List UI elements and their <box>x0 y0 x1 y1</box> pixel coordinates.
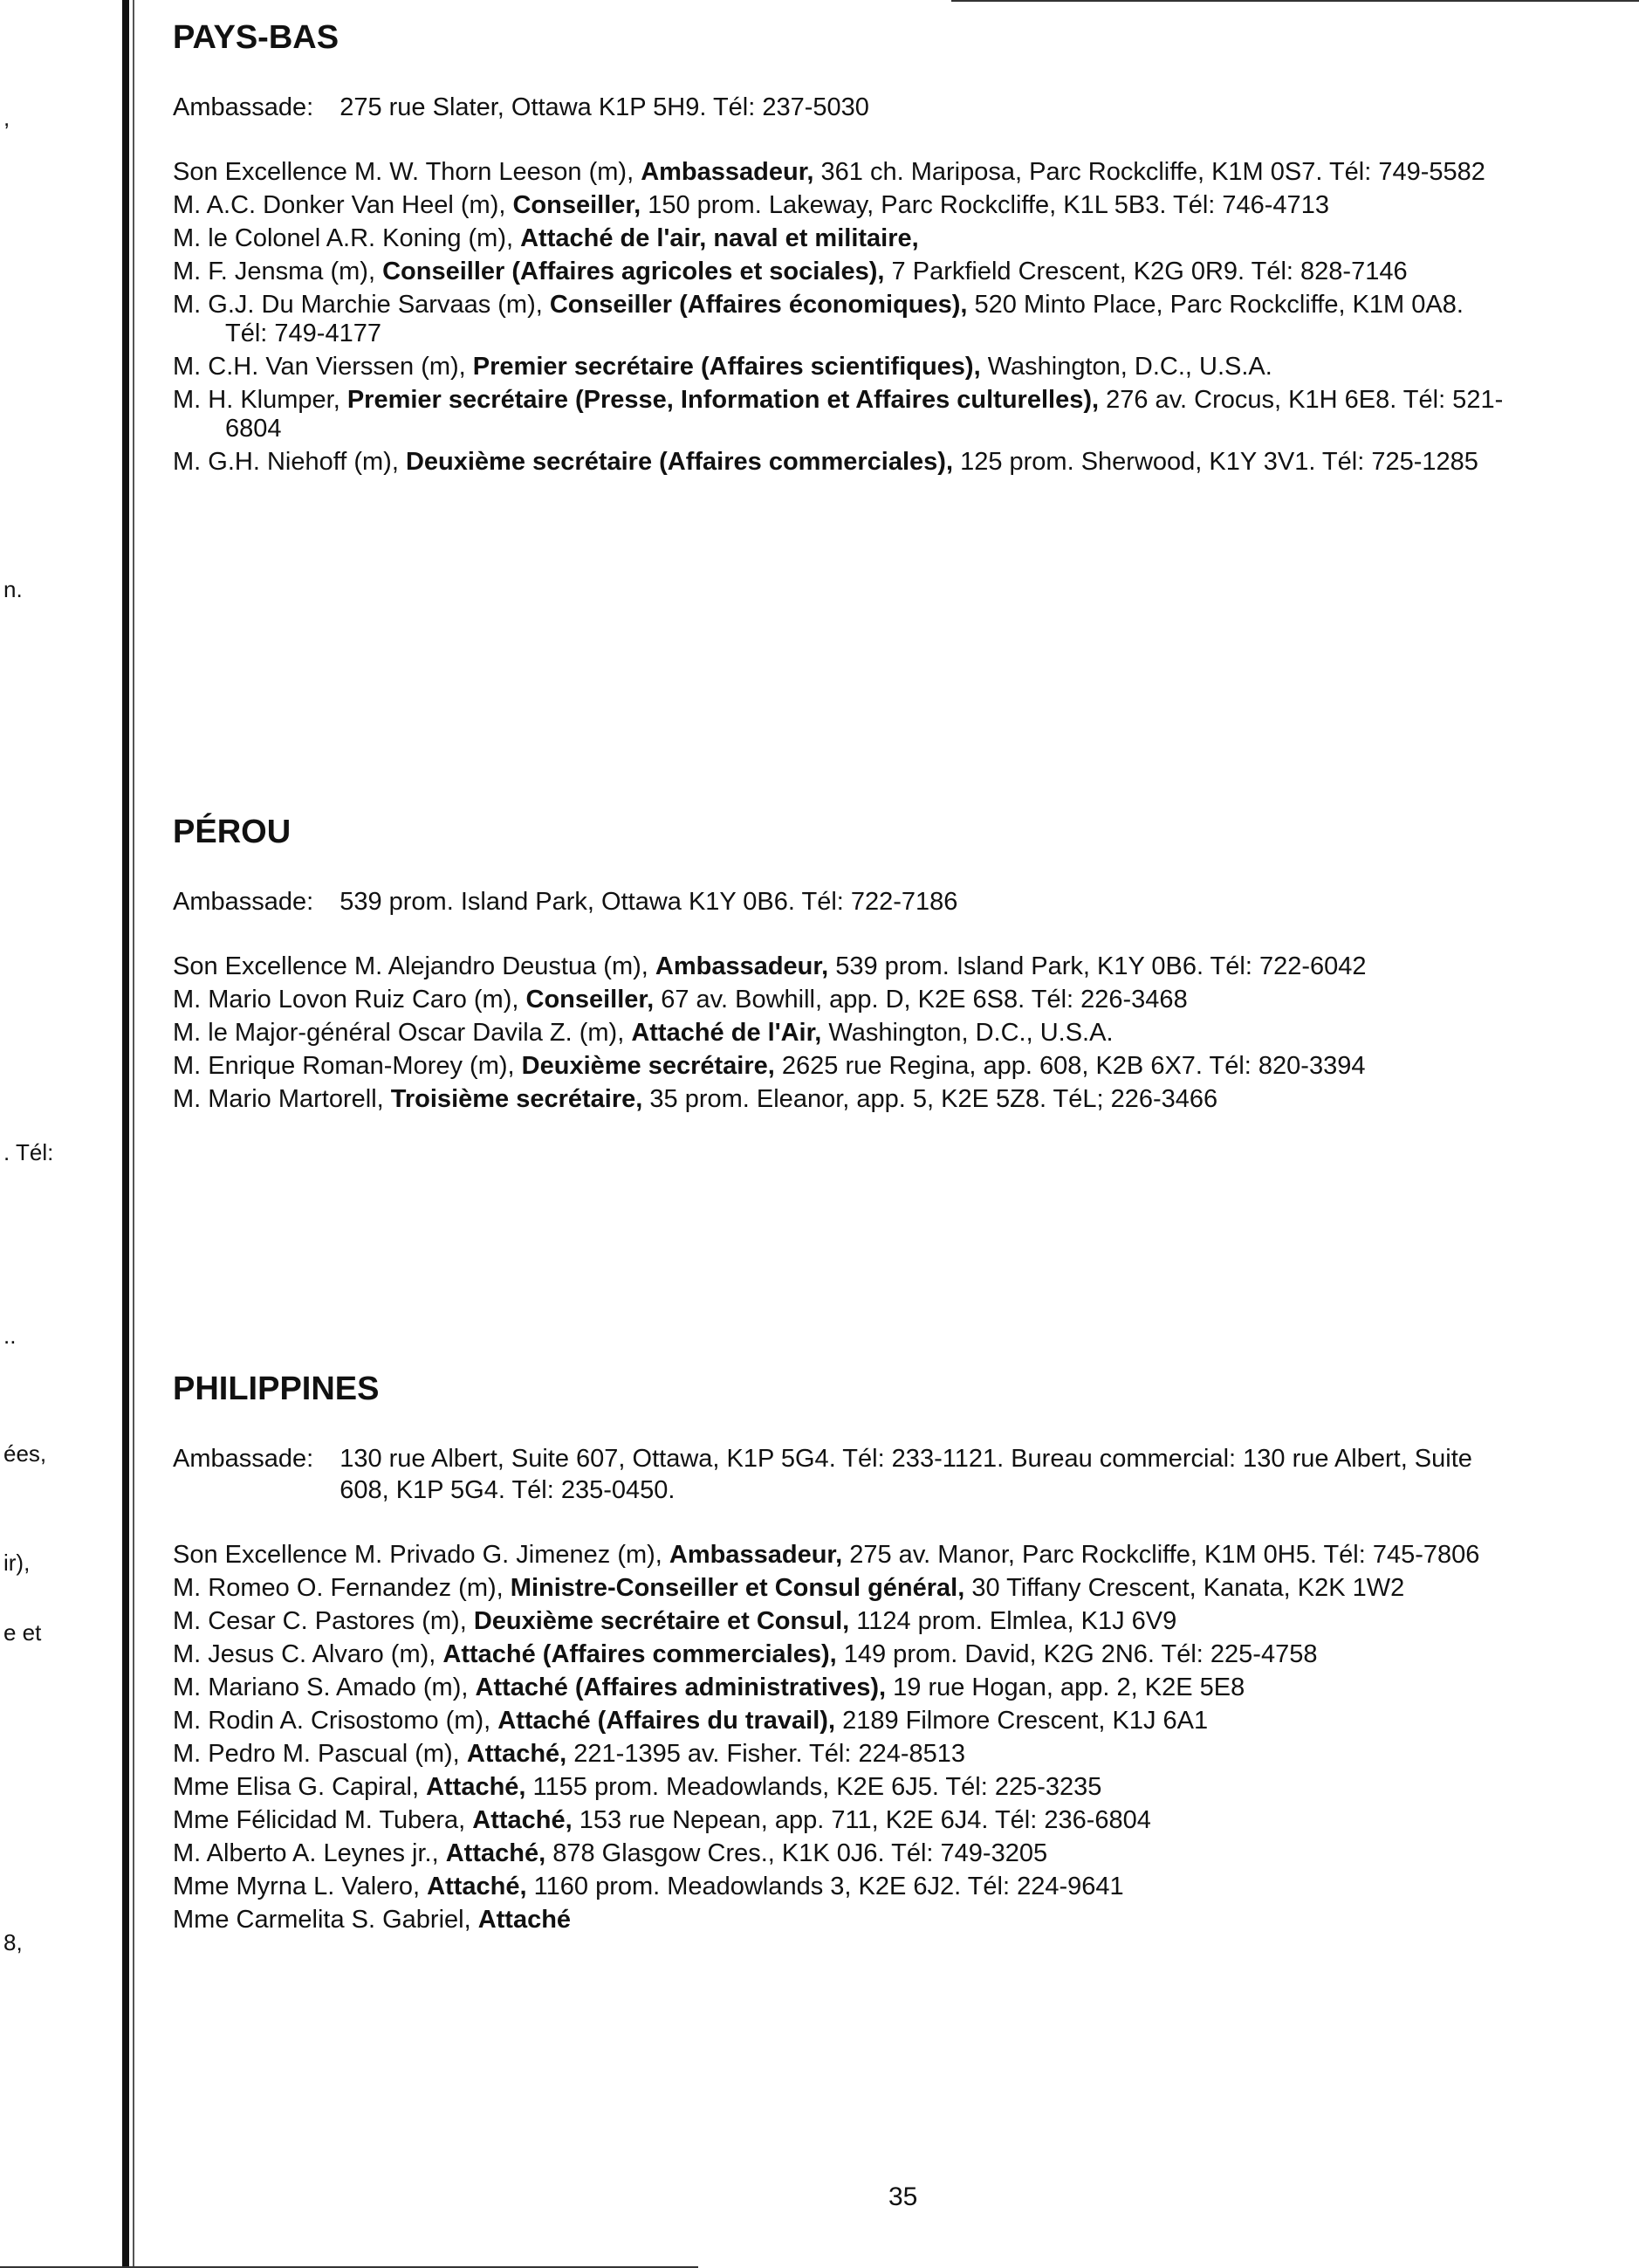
directory-entry <box>173 386 1508 443</box>
entry-role: Ambassadeur, <box>655 952 829 980</box>
entry-role: Troisième secrétaire, <box>390 1085 643 1113</box>
entry-role: Attaché, <box>466 1740 567 1768</box>
entry-role: Premier secrétaire (Affaires scientifiques), <box>472 353 981 381</box>
entry-name: M. F. Jensma (m), <box>173 258 383 285</box>
section-title: PAYS-BAS <box>173 19 339 56</box>
margin-fragment: . Tél: <box>3 1139 54 1165</box>
margin-fragment: ir), <box>3 1550 31 1576</box>
entry-role: Attaché (Affaires commerciales), <box>442 1640 837 1668</box>
entry-role: Deuxième secrétaire et Consul, <box>473 1607 850 1635</box>
entry-name: Son Excellence M. Privado G. Jimenez (m), <box>173 1541 669 1569</box>
margin-fragment: 8, <box>3 1929 23 1955</box>
ambassade-address: 539 prom. Island Park, Ottawa K1Y 0B6. Tél: 722-7186 <box>339 888 958 916</box>
margin-fragment: , <box>3 105 10 131</box>
directory-entry <box>173 1839 1508 1868</box>
directory-entry <box>173 353 1508 381</box>
directory-entry <box>173 986 1508 1014</box>
page-number: 35 <box>888 2182 918 2211</box>
entry-role: Ministre-Conseiller et Consul général, <box>510 1574 965 1602</box>
directory-entry <box>173 448 1508 477</box>
directory-entry <box>173 1773 1508 1802</box>
binding-edge-line-thin <box>133 0 134 2268</box>
entry-details: 520 Minto Place, Parc Rockcliffe, K1M 0A8. Tél: 749-4177 <box>225 291 1464 347</box>
directory-entry <box>173 1740 1508 1769</box>
entry-list <box>147 1541 1508 1935</box>
section-title: PHILIPPINES <box>173 1371 380 1407</box>
entry-role: Conseiller, <box>512 191 641 219</box>
ambassade-line <box>173 886 1508 918</box>
entry-role: Conseiller (Affaires agricoles et sociales), <box>382 258 885 285</box>
entry-details: 1155 prom. Meadowlands, K2E 6J5. Tél: 225-3235 <box>525 1773 1102 1801</box>
ambassade-label: Ambassade: <box>173 1445 314 1473</box>
entry-name: M. Jesus C. Alvaro (m), <box>173 1640 443 1668</box>
entry-details: 67 av. Bowhill, app. D, K2E 6S8. Tél: 226-3468 <box>654 986 1188 1014</box>
entry-details: 30 Tiffany Crescent, Kanata, K2K 1W2 <box>964 1574 1405 1602</box>
entry-role: Attaché de l'air, naval et militaire, <box>520 224 919 252</box>
ambassade-label: Ambassade: <box>173 888 314 916</box>
ambassade-label: Ambassade: <box>173 93 314 121</box>
entry-details: 878 Glasgow Cres., K1K 0J6. Tél: 749-3205 <box>545 1839 1048 1867</box>
directory-entry <box>173 1674 1508 1702</box>
entry-name: M. Alberto A. Leynes jr., <box>173 1839 446 1867</box>
entry-role: Ambassadeur, <box>669 1541 843 1569</box>
entry-details: 1160 prom. Meadowlands 3, K2E 6J2. Tél: 224-9641 <box>526 1873 1124 1900</box>
directory-entry <box>173 1019 1508 1048</box>
section-perou <box>147 814 1508 1118</box>
directory-entry <box>173 1906 1508 1935</box>
entry-name: Mme Félicidad M. Tubera, <box>173 1806 473 1834</box>
entry-name: Mme Myrna L. Valero, <box>173 1873 428 1900</box>
entry-details: 1124 prom. Elmlea, K1J 6V9 <box>849 1607 1177 1635</box>
directory-entry <box>173 1806 1508 1835</box>
entry-name: M. Mario Martorell, <box>173 1085 391 1113</box>
entry-details: 275 av. Manor, Parc Rockcliffe, K1M 0H5. Tél: 745-7806 <box>842 1541 1480 1569</box>
entry-role: Attaché (Affaires du travail), <box>497 1707 836 1735</box>
entry-list <box>147 952 1508 1114</box>
entry-details: Washington, D.C., U.S.A. <box>821 1019 1114 1047</box>
entry-name: M. Rodin A. Crisostomo (m), <box>173 1707 498 1735</box>
left-margin-fragments <box>0 0 113 2268</box>
section-philippines <box>147 1371 1508 1939</box>
directory-entry <box>173 1640 1508 1669</box>
directory-entry <box>173 1873 1508 1901</box>
directory-entry <box>173 1052 1508 1081</box>
directory-entry <box>173 1541 1508 1570</box>
entry-details: 149 prom. David, K2G 2N6. Tél: 225-4758 <box>836 1640 1318 1668</box>
entry-details: 19 rue Hogan, app. 2, K2E 5E8 <box>886 1674 1245 1701</box>
directory-entry <box>173 1574 1508 1603</box>
entry-role: Deuxième secrétaire, <box>521 1052 775 1080</box>
margin-fragment: .. <box>3 1323 17 1349</box>
directory-entry <box>173 158 1508 187</box>
entry-role: Attaché, <box>427 1873 527 1900</box>
entry-role: Premier secrétaire (Presse, Information et Affaires culturelles), <box>346 386 1100 414</box>
entry-name: M. le Major-général Oscar Davila Z. (m), <box>173 1019 632 1047</box>
margin-fragment: e et <box>3 1619 42 1646</box>
entry-details: 276 av. Crocus, K1H 6E8. Tél: 521-6804 <box>225 386 1504 443</box>
entry-role: Attaché, <box>426 1773 526 1801</box>
entry-name: Son Excellence M. W. Thorn Leeson (m), <box>173 158 641 186</box>
entry-name: M. Romeo O. Fernandez (m), <box>173 1574 511 1602</box>
directory-entry <box>173 1085 1508 1114</box>
section-title: PÉROU <box>173 814 291 850</box>
entry-name: M. G.H. Niehoff (m), <box>173 448 406 476</box>
directory-entry <box>173 1707 1508 1735</box>
entry-role: Attaché, <box>445 1839 546 1867</box>
entry-name: Mme Elisa G. Capiral, <box>173 1773 427 1801</box>
ambassade-line <box>173 92 1508 123</box>
directory-entry <box>173 191 1508 220</box>
entry-name: M. Mariano S. Amado (m), <box>173 1674 476 1701</box>
directory-entry <box>173 258 1508 286</box>
entry-role: Attaché, <box>472 1806 573 1834</box>
directory-entry <box>173 1607 1508 1636</box>
entry-name: M. Mario Lovon Ruiz Caro (m), <box>173 986 526 1014</box>
entry-name: M. G.J. Du Marchie Sarvaas (m), <box>173 291 550 319</box>
entry-details: 153 rue Nepean, app. 711, K2E 6J4. Tél: 236-6804 <box>572 1806 1151 1834</box>
entry-list <box>147 158 1508 477</box>
entry-name: M. C.H. Van Vierssen (m), <box>173 353 473 381</box>
entry-details: 2625 rue Regina, app. 608, K2B 6X7. Tél: 820-3394 <box>774 1052 1366 1080</box>
directory-entry <box>173 291 1508 348</box>
entry-role: Deuxième secrétaire (Affaires commerciales), <box>405 448 954 476</box>
entry-details: 125 prom. Sherwood, K1Y 3V1. Tél: 725-1285 <box>953 448 1478 476</box>
ambassade-address: 275 rue Slater, Ottawa K1P 5H9. Tél: 237-5030 <box>339 93 869 121</box>
entry-name: Mme Carmelita S. Gabriel, <box>173 1906 478 1934</box>
entry-role: Attaché <box>477 1906 572 1934</box>
entry-role: Attaché (Affaires administratives), <box>475 1674 887 1701</box>
entry-details: 2189 Filmore Crescent, K1J 6A1 <box>835 1707 1209 1735</box>
entry-role: Ambassadeur, <box>641 158 814 186</box>
entry-details: Washington, D.C., U.S.A. <box>980 353 1272 381</box>
binding-edge-line <box>122 0 129 2268</box>
entry-details: 361 ch. Mariposa, Parc Rockcliffe, K1M 0S7. Tél: 749-5582 <box>813 158 1485 186</box>
entry-details: 150 prom. Lakeway, Parc Rockcliffe, K1L 5B3. Tél: 746-4713 <box>641 191 1329 219</box>
entry-name: M. Pedro M. Pascual (m), <box>173 1740 467 1768</box>
entry-details: 539 prom. Island Park, K1Y 0B6. Tél: 722-6042 <box>828 952 1367 980</box>
entry-details: 221-1395 av. Fisher. Tél: 224-8513 <box>566 1740 966 1768</box>
ambassade-address: 130 rue Albert, Suite 607, Ottawa, K1P 5G4. Tél: 233-1121. Bureau commercial: 130 rue Albert, Suite 608, K1P 5G4. Tél: 235-0450. <box>339 1445 1472 1504</box>
entry-name: M. le Colonel A.R. Koning (m), <box>173 224 521 252</box>
entry-name: M. H. Klumper, <box>173 386 347 414</box>
entry-name: M. Cesar C. Pastores (m), <box>173 1607 474 1635</box>
margin-fragment: n. <box>3 576 23 602</box>
margin-fragment: ées, <box>3 1440 47 1467</box>
entry-role: Conseiller (Affaires économiques), <box>549 291 968 319</box>
entry-role: Attaché de l'Air, <box>631 1019 822 1047</box>
directory-entry <box>173 952 1508 981</box>
entry-role: Conseiller, <box>525 986 655 1014</box>
entry-details: 35 prom. Eleanor, app. 5, K2E 5Z8. TéL; 226-3466 <box>642 1085 1218 1113</box>
section-pays-bas <box>147 19 1508 481</box>
entry-name: Son Excellence M. Alejandro Deustua (m), <box>173 952 655 980</box>
page-content <box>147 0 1508 2268</box>
entry-name: M. Enrique Roman-Morey (m), <box>173 1052 522 1080</box>
entry-name: M. A.C. Donker Van Heel (m), <box>173 191 513 219</box>
entry-details: 7 Parkfield Crescent, K2G 0R9. Tél: 828-7146 <box>884 258 1408 285</box>
ambassade-line <box>173 1443 1508 1506</box>
directory-entry <box>173 224 1508 253</box>
